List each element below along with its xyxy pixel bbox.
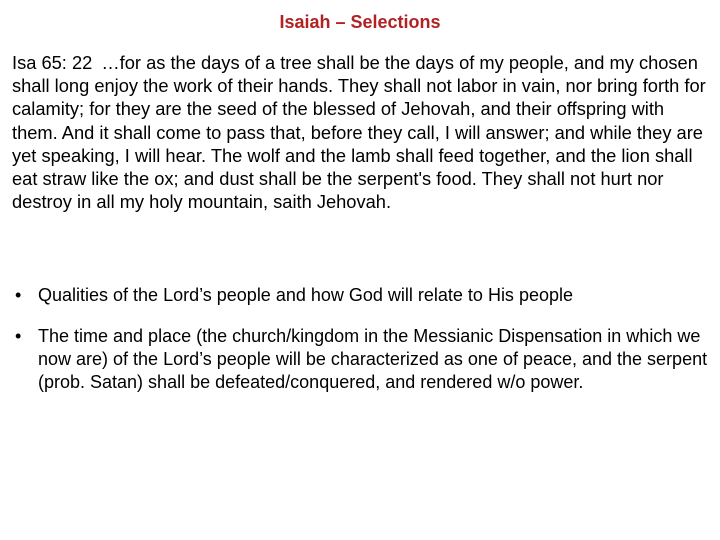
slide-title: Isaiah – Selections <box>279 12 441 32</box>
bullet-item <box>12 325 712 395</box>
verse-text: …for as the days of a tree shall be the days of my people, and my chosen shall long enjoy the work of their hands. They shall not labor in vain, nor bring forth for calamity; for they are the seed of the blessed of Jehovah, and their offspring with them. And it shall come to pass that, before they call, I will answer; and while they are yet speaking, I will hear. The wolf and the lamb shall feed together, and the lion shall eat straw like the ox; and dust shall be the serpent's food. They shall not hurt nor destroy in all my holy mountain, saith Jehovah. <box>12 52 706 213</box>
verse-paragraph <box>12 51 712 213</box>
bullet-text: Qualities of the Lord’s people and how God will relate to His people <box>38 285 573 305</box>
bullet-list-1 <box>12 284 712 307</box>
verse-reference: Isa 65: 22 <box>12 52 93 73</box>
bullet-list-2 <box>12 325 712 395</box>
bullet-text: The time and place (the church/kingdom in the Messianic Dispensation in which we now are) of the Lord’s people will be characterized as one of peace, and the serpent (prob. Satan) shall be defeated/conquered, and rendered w/o power. <box>38 326 708 393</box>
bullet-dot-icon: • <box>15 326 22 346</box>
bullet-dot-icon: • <box>15 285 22 305</box>
bullet-item <box>12 284 712 307</box>
